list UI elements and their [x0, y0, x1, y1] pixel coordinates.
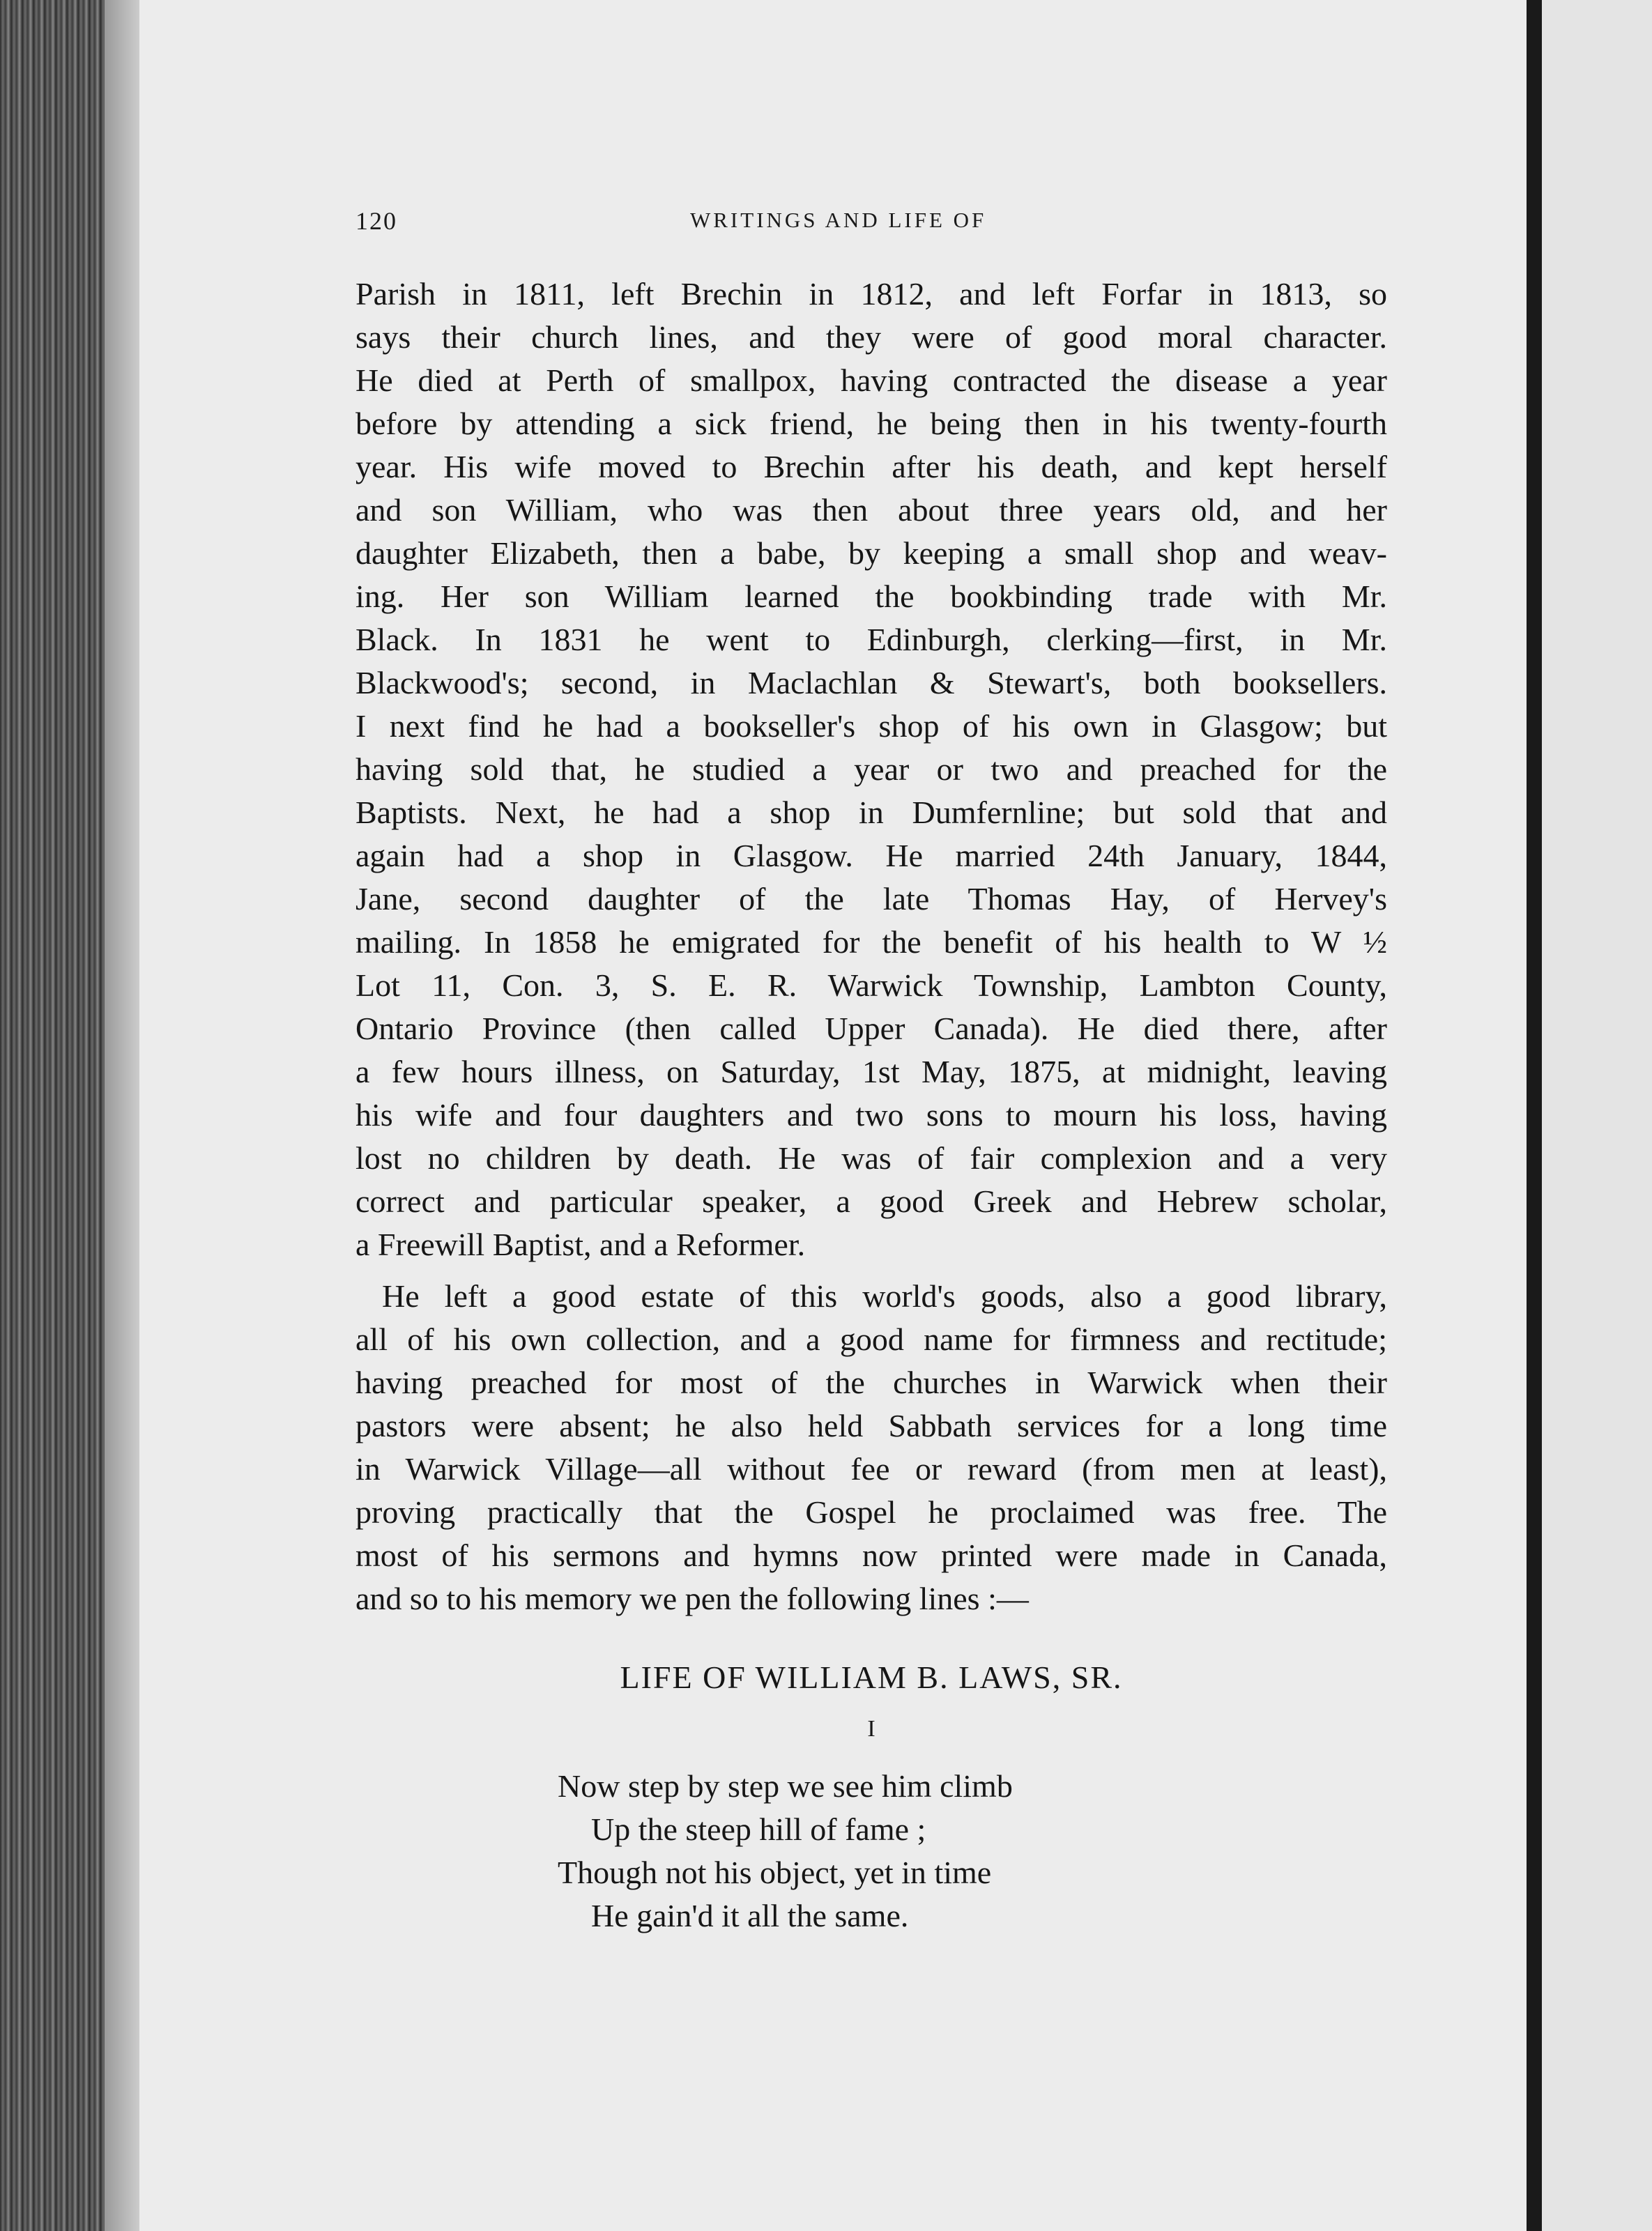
text-line: proving practically that the Gospel he proclaimed was free. The [355, 1494, 1387, 1530]
text-line: Black. In 1831 he went to Edinburgh, clerking—first, in Mr. [355, 622, 1387, 657]
stanza-number: I [867, 1716, 875, 1742]
text-line: Baptists. Next, he had a shop in Dumfernline; but sold that and [355, 795, 1387, 830]
text-line: correct and particular speaker, a good Greek and Hebrew scholar, [355, 1183, 1387, 1219]
text-line: lost no children by death. He was of fair complexion and a very [355, 1140, 1387, 1176]
text-line: Jane, second daughter of the late Thomas Hay, of Hervey's [355, 881, 1387, 917]
text-line: says their church lines, and they were of good moral character. [355, 319, 1387, 355]
text-line: I next find he had a bookseller's shop of his own in Glasgow; but [355, 708, 1387, 744]
text-line: Ontario Province (then called Upper Canada). He died there, after [355, 1011, 1387, 1046]
text-line: a Freewill Baptist, and a Reformer. [355, 1227, 806, 1262]
text-line: Blackwood's; second, in Maclachlan & Stewart's, both booksellers. [355, 665, 1387, 700]
paragraph-1 [355, 273, 1387, 1266]
paragraph-2 [355, 1275, 1387, 1620]
page-number: 120 [355, 207, 397, 235]
poem-stanza [558, 1765, 1185, 1938]
text-line: ing. Her son William learned the bookbinding trade with Mr. [355, 578, 1387, 614]
text-line: He died at Perth of smallpox, having contracted the disease a year [355, 362, 1387, 398]
verse-line: Now step by step we see him climb [558, 1768, 1013, 1804]
text-line: Lot 11, Con. 3, S. E. R. Warwick Township, Lambton County, [355, 967, 1387, 1003]
text-line: pastors were absent; he also held Sabbath services for a long time [355, 1408, 1387, 1443]
running-head: WRITINGS AND LIFE OF [690, 208, 987, 232]
text-line: year. His wife moved to Brechin after his death, and kept herself [355, 449, 1387, 484]
page-edge-divider [1527, 0, 1542, 2231]
text-line: daughter Elizabeth, then a babe, by keeping a small shop and weav- [355, 535, 1387, 571]
verse-line: Though not his object, yet in time [558, 1855, 992, 1890]
text-line: having sold that, he studied a year or two and preached for the [355, 751, 1387, 787]
book-spine-edge [0, 0, 105, 2231]
text-line: his wife and four daughters and two sons to mourn his loss, having [355, 1097, 1387, 1133]
text-line: He left a good estate of this world's goods, also a good library, [382, 1278, 1387, 1314]
body-text [355, 273, 1387, 1620]
text-line: having preached for most of the churches in Warwick when their [355, 1365, 1387, 1400]
verse-line: Up the steep hill of fame ; [591, 1811, 926, 1847]
text-line: in Warwick Village—all without fee or reward (from men at least), [355, 1451, 1387, 1487]
text-line: a few hours illness, on Saturday, 1st May, 1875, at midnight, leaving [355, 1054, 1387, 1089]
poem-title: LIFE OF WILLIAM B. LAWS, SR. [620, 1659, 1123, 1695]
text-line: and son William, who was then about three years old, and her [355, 492, 1387, 528]
text-line: most of his sermons and hymns now printed were made in Canada, [355, 1538, 1387, 1573]
paragraph-gap [355, 1266, 1387, 1275]
text-line: Parish in 1811, left Brechin in 1812, and left Forfar in 1813, so [355, 276, 1387, 312]
verse-line: He gain'd it all the same. [591, 1898, 909, 1933]
text-line: mailing. In 1858 he emigrated for the benefit of his health to W ½ [355, 924, 1387, 960]
page-header [355, 206, 1387, 241]
text-line: before by attending a sick friend, he being then in his twenty-fourth [355, 406, 1387, 441]
text-line: again had a shop in Glasgow. He married 24th January, 1844, [355, 838, 1387, 873]
facing-page-margin [1542, 0, 1652, 2231]
text-line: and so to his memory we pen the following lines :— [355, 1581, 1029, 1616]
text-line: all of his own collection, and a good name for firmness and rectitude; [355, 1321, 1387, 1357]
